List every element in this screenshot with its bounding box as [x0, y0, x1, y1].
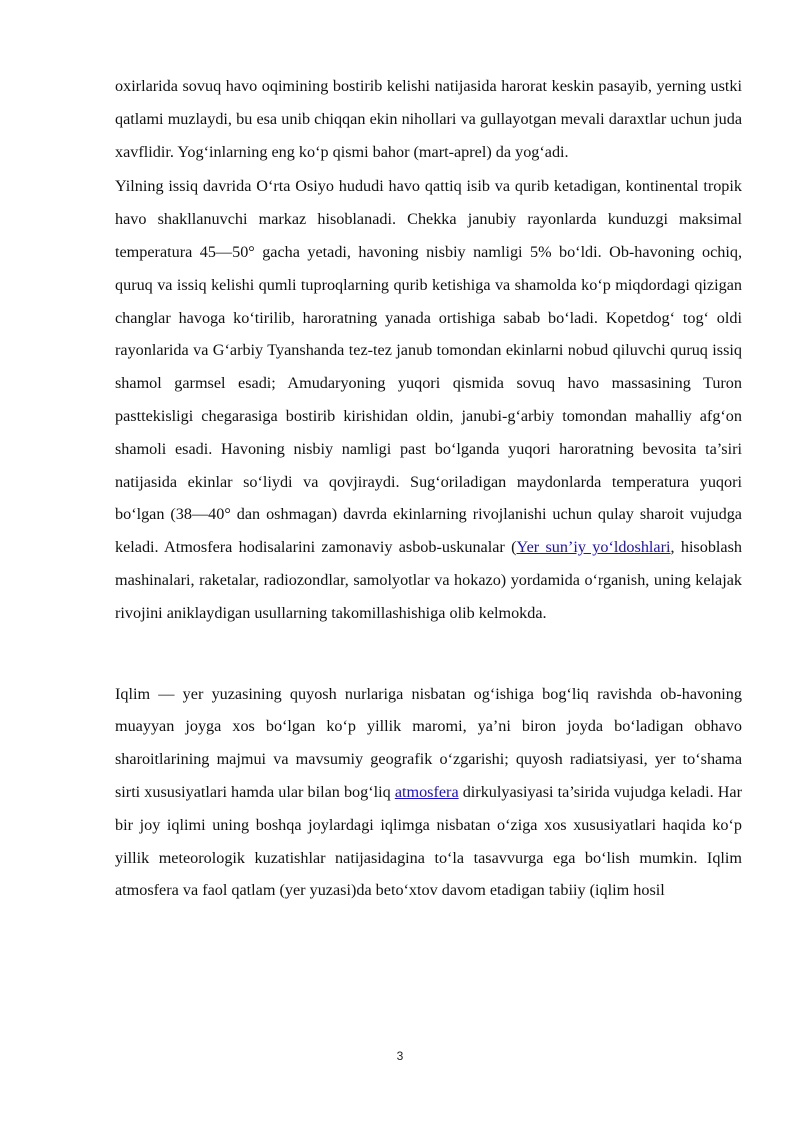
paragraph-2-text-before: Yilning issiq davrida O‘rta Osiyo hududi havo qattiq isib va qurib ketadigan, kontinental tropik havo shakllanuvchi markaz hisoblanadi. Chekka janubiy rayonlarda kunduzgi maksimal temperatura 45—50° gacha yetadi, havoning nisbiy namligi 5% bo‘ldi. Ob-havoning ochiq, quruq va issiq kelishi qumli tuproqlarning qurib ketishiga va shamolda ko‘p miqdordagi qizigan changlar havoga ko‘tirilib, haroratning yanada ortishiga sabab bo‘ladi. Kopetdog‘ tog‘ oldi rayonlarida va G‘arbiy Tyanshanda tez-tez janub tomondan ekinlarni nobud qiluvchi quruq issiq shamol garmsel esadi; Amudaryoning yuqori qismida sovuq havo massasining Turon pasttekisligi chegarasiga bostirib kirishidan oldin, janubi-g‘arbiy tomondan mahalliy afg‘on shamoli esadi. Havoning nisbiy namligi past bo‘lganda yuqori haroratning bevosita ta’siri natijasida ekinlar so‘liydi va qovjiraydi. Sug‘oriladigan maydonlarda temperatura yuqori bo‘lgan (38—40° dan oshmagan) davrda ekinlarning rivojlanishi uchun qulay sharoit vujudga keladi. Atmosfera hodisalarini zamonaviy asbob-uskunalar (: [115, 177, 742, 557]
paragraph-3-text-after: dirkulyasiyasi ta’sirida vujudga keladi. Har bir joy iqlimi uning boshqa joylardagi iqlimga nisbatan o‘ziga xos xususiyatlari haqida ko‘p yillik meteorologik kuzatishlar natijasidagina to‘la tasavvurga ega bo‘lish mumkin. Iqlim atmosfera va faol qatlam (yer yuzasi)da beto‘xtov davom etadigan tabiiy (iqlim hosil: [115, 782, 742, 900]
paragraph-1: oxirlarida sovuq havo oqimining bostirib kelishi natijasida harorat keskin pasayib, yerning ustki qatlami muzlaydi, bu esa unib chiqqan ekin nihollari va gullayotgan mevali daraxtlar uchun juda xavflidir. Yog‘inlarning eng ko‘p qismi bahor (mart-aprel) da yog‘adi.: [115, 77, 742, 161]
paragraph-2-text-after: , hisoblash mashinalari, raketalar, radiozondlar, samolyotlar va hokazo) yordamida o‘rganish, uning kelajak rivojini aniklaydigan usullarning takomillashishiga olib kelmokda.: [115, 538, 742, 622]
link-atmosfera[interactable]: atmosfera: [394, 782, 459, 801]
paragraph-2: [115, 170, 742, 629]
document-body: [115, 70, 742, 909]
paragraph-3-text-before: Iqlim — yer yuzasining quyosh nurlariga nisbatan og‘ishiga bog‘liq ravishda ob-havoning muayyan joyga xos bo‘lgan ko‘p yillik maromi, ya’ni biron joyda bo‘ladigan obhavo sharoitlarining majmui va mavsumiy geografik o‘zgarishi; quyosh radiatsiyasi, yer to‘shama sirti xususiyatlari hamda ular bilan bog‘liq: [115, 684, 742, 801]
link-yer-suniy-yoldoshlari[interactable]: Yer sun’iy yo‘ldoshlari: [516, 538, 671, 557]
paragraph-3: [115, 678, 742, 908]
page-number: 3: [396, 1049, 404, 1063]
